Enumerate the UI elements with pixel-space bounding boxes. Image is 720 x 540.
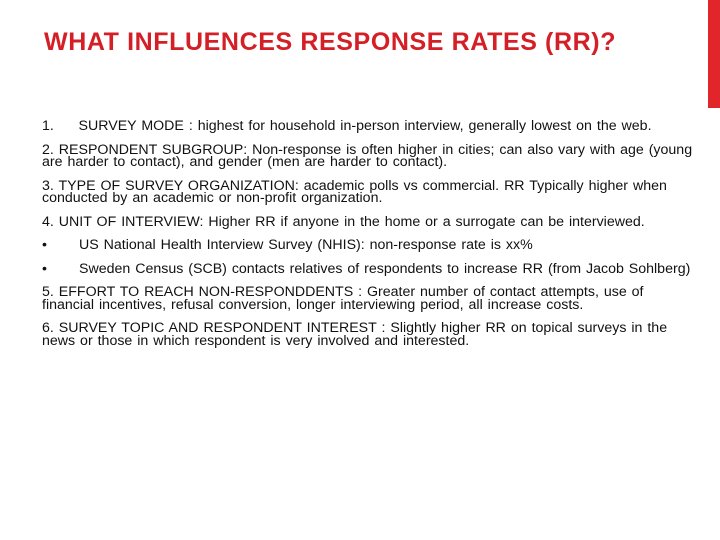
- bullet-item-scb: [42, 260, 694, 277]
- list-item-effort: 5. EFFORT TO REACH NON-RESPONDDENTS : Greater number of contact attempts, use of financial incentives, refusal conversion, longer interviewing period, all increase costs.: [42, 284, 644, 313]
- slide-body: [42, 120, 694, 358]
- bullet-text: Sweden Census (SCB) contacts relatives of respondents to increase RR (from Jacob Sohlberg): [79, 260, 691, 277]
- bullet-marker: •: [42, 260, 47, 277]
- list-item-survey-mode: 1. SURVEY MODE : highest for household in-person interview, generally lowest on the web.: [42, 118, 652, 134]
- slide-title: WHAT INFLUENCES RESPONSE RATES (RR)?: [44, 28, 617, 56]
- bullet-item-nhis: [42, 239, 694, 252]
- list-item-survey-organization: 3. TYPE OF SURVEY ORGANIZATION: academic polls vs commercial. RR Typically higher when conducted by an academic or non-profit organization.: [42, 177, 667, 206]
- list-item-unit-of-interview: 4. UNIT OF INTERVIEW: Higher RR if anyone in the home or a surrogate can be interviewed.: [42, 213, 645, 230]
- bullet-marker: •: [42, 237, 47, 253]
- list-item-respondent-subgroup: 2. RESPONDENT SUBGROUP: Non-response is often higher in cities; can also vary with age (young are harder to contact), and gender (men are harder to contact).: [42, 141, 693, 170]
- accent-bar: [708, 0, 720, 108]
- list-item-topic-interest: 6. SURVEY TOPIC AND RESPONDENT INTEREST : Slightly higher RR on topical surveys in the news or those in which respondent is very involved and interested.: [42, 320, 668, 349]
- bullet-text: US National Health Interview Survey (NHIS): non-response rate is xx%: [79, 237, 533, 253]
